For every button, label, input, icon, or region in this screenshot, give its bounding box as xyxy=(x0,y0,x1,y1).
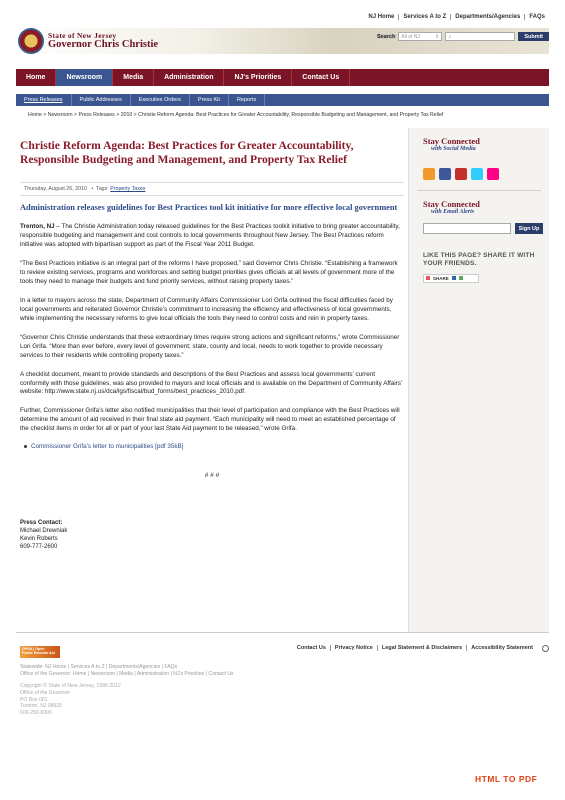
sign-up-button[interactable]: Sign Up xyxy=(515,223,543,234)
social-media-subheading: with Social Media xyxy=(431,146,476,152)
stay-connected-heading: Stay Connected xyxy=(423,199,480,209)
social-media-block xyxy=(409,128,549,180)
nav-administration[interactable]: Administration xyxy=(154,69,224,86)
nav-newsroom[interactable]: Newsroom xyxy=(56,69,113,86)
share-label: SHARE xyxy=(433,275,449,281)
nav-media[interactable]: Media xyxy=(113,69,154,86)
article-paragraph xyxy=(20,223,404,250)
footer-link-contact[interactable]: Contact Us xyxy=(296,645,326,651)
footer-link-privacy[interactable]: Privacy Notice xyxy=(330,645,377,651)
stay-connected-heading: Stay Connected xyxy=(423,136,480,146)
footer-link-accessibility[interactable]: Accessibility Statement xyxy=(466,645,537,651)
breadcrumb[interactable]: Home > Newsroom > Press Releases > 2010 > Christie Reform Agenda: Best Practices for Greater Accountability, Responsible Budgeting and Management, and Property Tax Relief xyxy=(28,112,444,118)
utility-link-nj-home[interactable]: NJ Home xyxy=(368,14,395,20)
press-contact-heading: Press Contact: xyxy=(20,520,63,527)
footer-link-legal[interactable]: Legal Statement & Disclaimers xyxy=(377,645,466,651)
footer-statewide-links[interactable]: Statewide: NJ Home | Services A to Z | Departments/Agencies | FAQs xyxy=(20,664,178,670)
email-icon xyxy=(459,276,463,280)
article-meta: Thursday, August 26, 2010 • Tags: Property Taxes xyxy=(20,182,404,196)
article-title: Christie Reform Agenda: Best Practices for Greater Accountability, Responsible Budgeting and Management, and Property Tax Relief xyxy=(20,139,354,166)
search-bar xyxy=(377,32,549,41)
address-line: Trenton, NJ 08625 xyxy=(20,703,63,710)
flickr-icon[interactable] xyxy=(487,168,499,180)
utility-links xyxy=(364,14,549,20)
accessibility-icon[interactable] xyxy=(542,645,549,652)
subnav-press-releases[interactable]: Press Releases xyxy=(16,94,72,106)
bullet-icon xyxy=(24,445,27,448)
search-input[interactable] xyxy=(445,32,515,41)
email-alerts-subheading: with Email Alerts xyxy=(431,209,475,215)
utility-link-departments[interactable]: Departments/Agencies xyxy=(450,14,524,20)
nav-contact[interactable]: Contact Us xyxy=(292,69,350,86)
article xyxy=(16,128,408,552)
governor-name[interactable]: Governor Chris Christie xyxy=(48,39,159,50)
facebook-icon[interactable] xyxy=(439,168,451,180)
subnav-reports[interactable]: Reports xyxy=(229,94,265,106)
article-paragraph: “Governor Chris Christie understands that these extraordinary times require strong actions and significant reforms,” wrote Commissioner Lori Grifa. “More than ever before, every level of government; state, county and local, needs to work together to provide necessary services to their residents while controlling property taxes.” xyxy=(20,333,400,359)
address-line: Office of the Governor xyxy=(20,689,71,696)
letter-pdf-link[interactable]: Commissioner Grifa’s letter to municipalities [pdf 35kB] xyxy=(31,443,184,451)
email-alerts-block xyxy=(409,191,549,283)
search-scope-value: All of NJ xyxy=(401,34,420,40)
end-mark: # # # xyxy=(204,472,220,480)
address-line: 609-292-6000 xyxy=(20,710,52,717)
search-label: Search xyxy=(377,33,396,40)
search-icon: ⌕ xyxy=(448,34,452,40)
nav-priorities[interactable]: NJ's Priorities xyxy=(224,69,292,86)
list-item xyxy=(24,443,408,450)
dateline: Trenton, NJ xyxy=(20,223,55,231)
opra-logo-line1: OPRA | Open xyxy=(22,647,45,651)
address-line: PO Box 001 xyxy=(20,696,48,703)
twitter-icon[interactable] xyxy=(471,168,483,180)
article-paragraph: A checklist document, meant to provide standards and descriptions of the Best Practices and assess local governments’ current conformity with those guidelines, was also provided to mayors and local officials and is available on the Department of Community Affairs’ website: http://www.state.nj.us/dca/lgs/fiscal/bud_forms/best_practices_2010.pdf. xyxy=(20,370,403,396)
subnav-executive-orders[interactable]: Executive Orders xyxy=(131,94,190,106)
article-paragraph: In a letter to mayors across the state, Department of Community Affairs Commissioner Lori Grifa outlined the fiscal difficulties faced by local governments and reiterated Governor Christie’s commitment to increasing the efficiency and effectiveness of local governments, while implementing the necessary reforms to give local officials the tools they need to control costs and rein in property taxes. xyxy=(20,296,393,322)
state-seal-icon xyxy=(18,28,44,54)
footer-text xyxy=(20,664,234,717)
nav-home[interactable]: Home xyxy=(16,69,56,86)
opra-logo[interactable] xyxy=(20,646,60,658)
share-prompt: LIKE THIS PAGE? SHARE IT WITH YOUR FRIENDS. xyxy=(423,252,535,268)
press-contact-name: Kevin Roberts xyxy=(20,536,58,543)
html-to-pdf-watermark: HTML TO PDF xyxy=(475,774,538,784)
social-icons xyxy=(423,168,549,180)
rss-icon[interactable] xyxy=(423,168,435,180)
subnav-public-addresses[interactable]: Public Addresses xyxy=(72,94,131,106)
main-nav xyxy=(16,69,549,86)
footer-links xyxy=(293,645,537,651)
article-subtitle: Administration releases guidelines for Best Practices tool kit initiative for more effective local government xyxy=(20,202,398,212)
opra-logo-line2: Public Records Act xyxy=(22,651,55,656)
youtube-icon[interactable] xyxy=(455,168,467,180)
share-button[interactable] xyxy=(423,274,479,283)
utility-link-services[interactable]: Services A to Z xyxy=(398,14,450,20)
search-scope-select[interactable] xyxy=(398,32,442,41)
state-name: State of New Jersey xyxy=(48,31,117,40)
press-contact-name: Michael Drewniak xyxy=(20,528,68,535)
article-paragraph: “The Best Practices initiative is an integral part of the reforms I have proposed,” said Governor Chris Christie. “Establishing a framework to review existing services, programs and workforces and setting budget priorities gives officials at all levels of government more of the tools they need to manage their budgets and fund priority services, without raising property taxes.” xyxy=(20,260,398,285)
share-icon xyxy=(426,276,430,280)
email-signup xyxy=(423,223,549,234)
facebook-icon xyxy=(452,276,456,280)
email-field[interactable] xyxy=(423,223,511,234)
tags-label: Tags: xyxy=(96,185,109,192)
site-header xyxy=(16,28,549,54)
sub-nav xyxy=(16,94,549,106)
footer-office-links[interactable]: Office of the Governor: Home | Newsroom | Media | Administration | NJ's Priorities | Contact Us xyxy=(20,670,234,677)
tag-link[interactable]: Property Taxes xyxy=(110,185,146,192)
sidebar xyxy=(408,128,549,632)
press-contact-phone: 609-777-2600 xyxy=(20,544,58,551)
footer-divider xyxy=(16,632,549,633)
press-contact xyxy=(20,519,408,551)
chevron-updown-icon: ⇕ xyxy=(435,34,440,40)
utility-link-faqs[interactable]: FAQs xyxy=(524,14,549,20)
article-date: Thursday, August 26, 2010 xyxy=(24,185,87,192)
paragraph-text: – The Christie Administration today released guidelines for the Best Practices toolkit initiative to bring greater accountability, responsible budgeting and management and cost controls to local governments throughout New Jersey. The Best Practices reform initiative was adopted with bipartisan support as part of the Fiscal Year 2011 Budget. xyxy=(20,223,400,249)
copyright: Copyright © State of New Jersey, 1996-2012 xyxy=(20,682,121,689)
article-paragraph: Further, Commissioner Grifa’s letter also notified municipalities that their level of participation and compliance with the Best Practices will determine the amount of aid received in their final state aid payment. “Each municipality will need to meet an established percentage of the checklist items in order for all or part of your last State Aid payment to be released,” wrote Grifa. xyxy=(20,407,400,433)
search-submit-button[interactable]: Submit xyxy=(518,32,549,41)
subnav-press-kit[interactable]: Press Kit xyxy=(190,94,229,106)
